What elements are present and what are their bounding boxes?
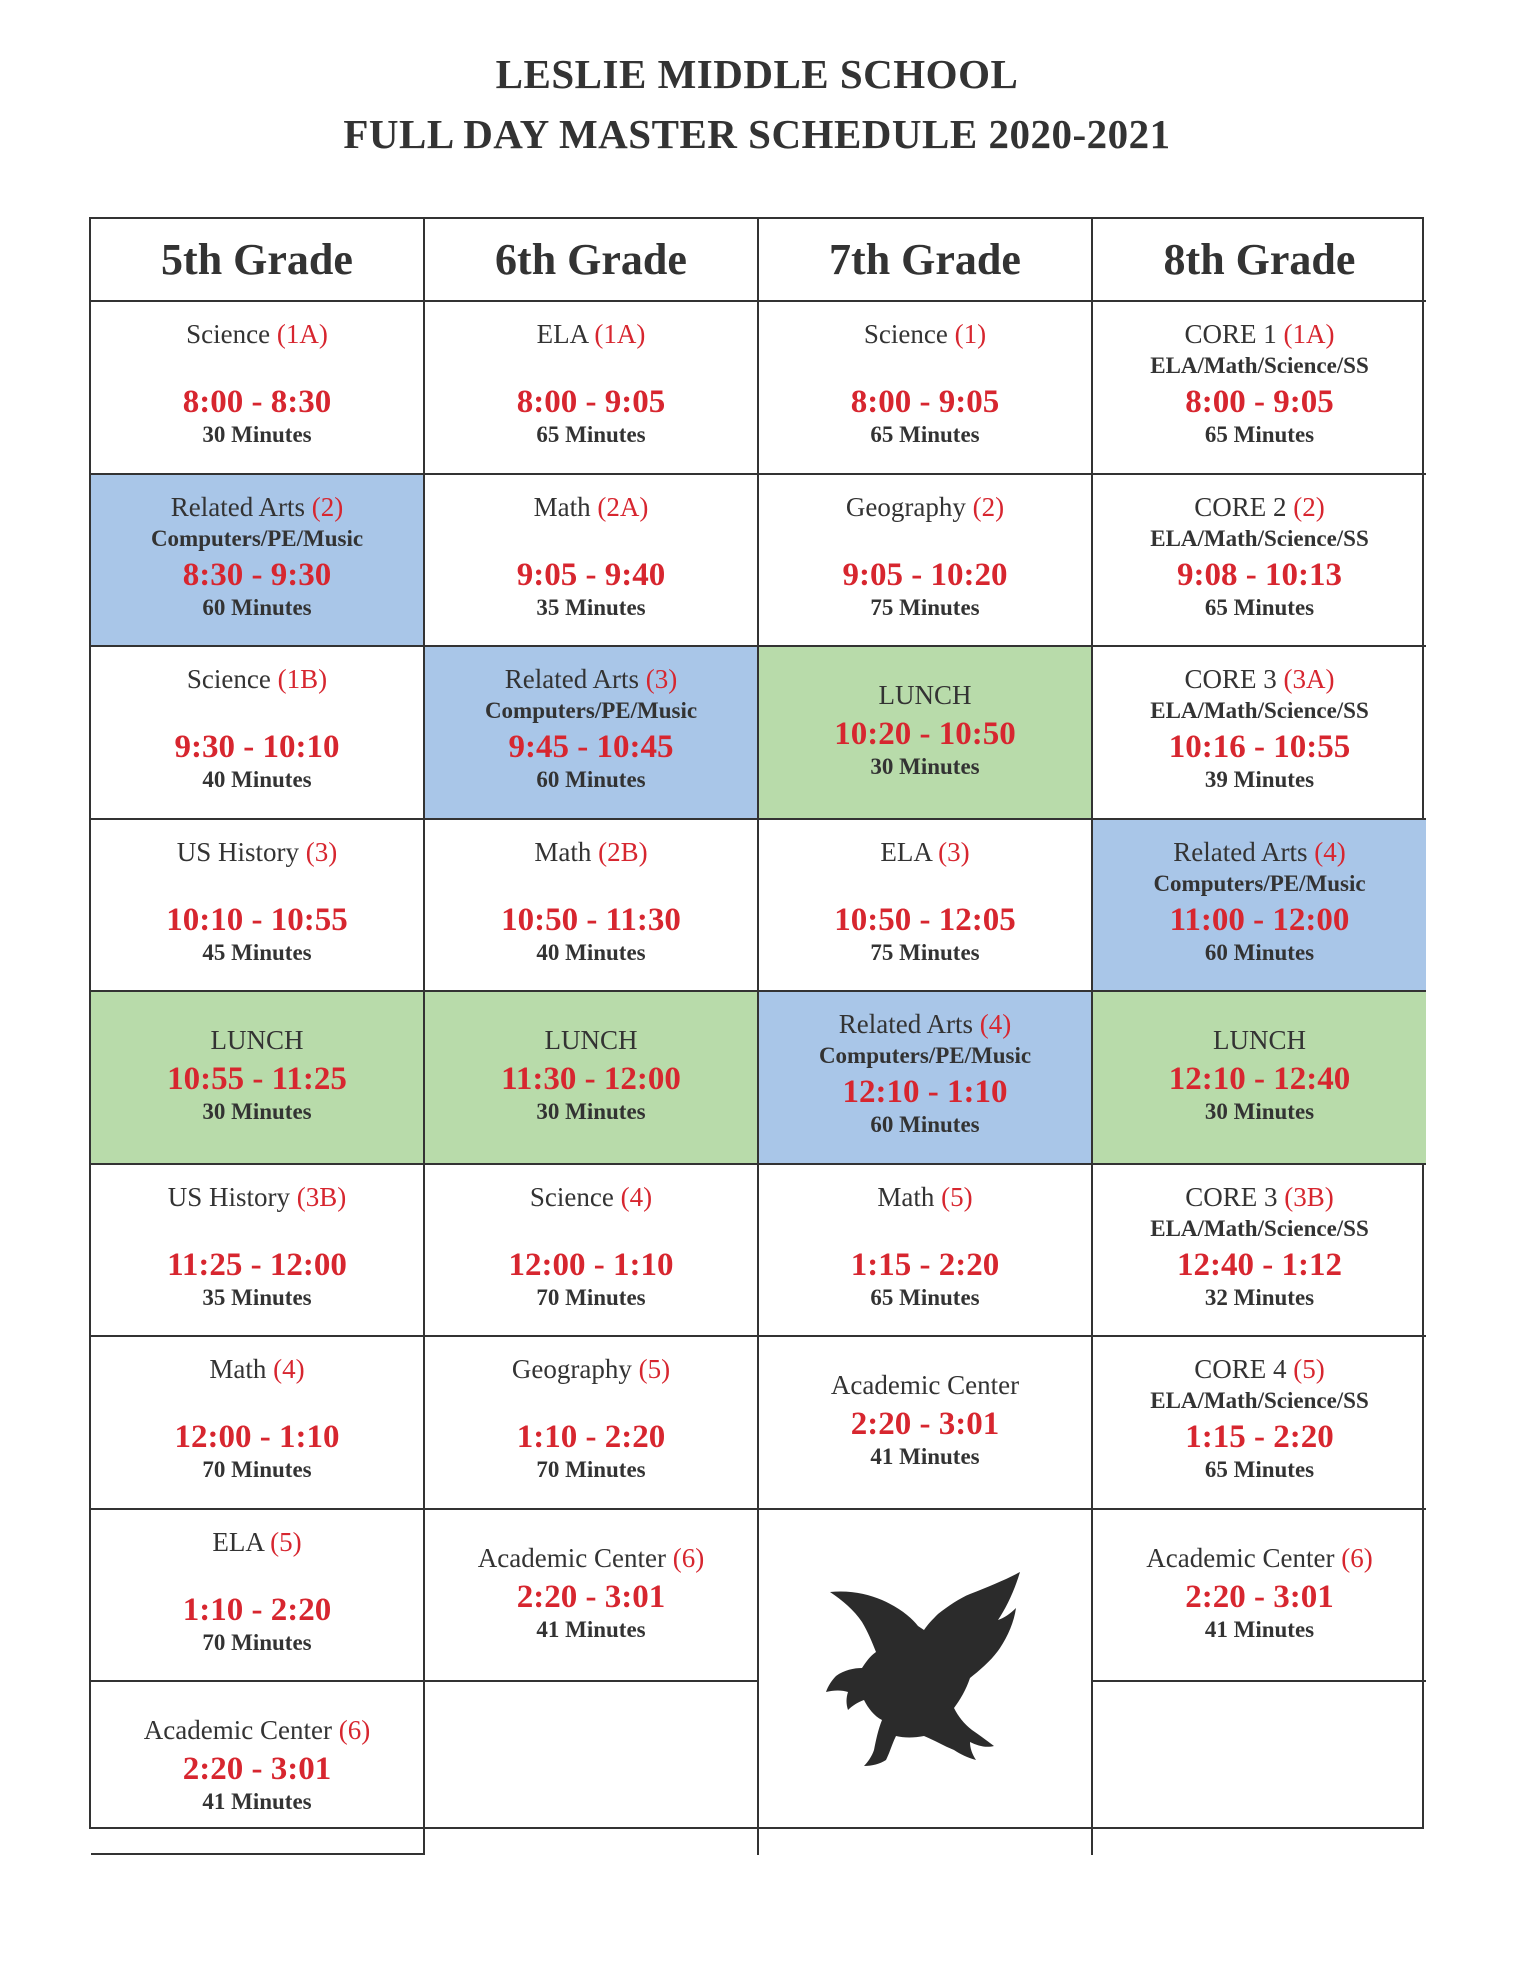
schedule-cell xyxy=(425,1510,759,1683)
subject-name: Related Arts xyxy=(838,1009,973,1039)
time-range: 11:30 - 12:00 xyxy=(501,1061,681,1097)
subject-name: CORE 1 xyxy=(1184,319,1277,349)
duration: 40 Minutes xyxy=(536,939,646,965)
time-range: 11:25 - 12:00 xyxy=(167,1246,347,1283)
duration: 60 Minutes xyxy=(1204,939,1315,965)
subject-detail: Computers/PE/Music xyxy=(1153,870,1366,896)
period-code: (1A) xyxy=(1283,319,1335,349)
schedule-cell xyxy=(91,302,425,475)
time-range: 9:08 - 10:13 xyxy=(1177,556,1342,593)
subject-name: CORE 4 xyxy=(1194,1354,1287,1384)
subject-label xyxy=(91,318,423,350)
period-code: (2B) xyxy=(598,836,648,867)
time-range: 1:10 - 2:20 xyxy=(182,1591,332,1628)
schedule-cell xyxy=(1093,1510,1426,1683)
duration: 30 Minutes xyxy=(536,1099,646,1124)
subject-label xyxy=(91,836,423,868)
duration: 65 Minutes xyxy=(536,422,646,447)
subject-name: Related Arts xyxy=(170,491,305,522)
subject-label xyxy=(425,318,757,350)
subject-label xyxy=(1093,491,1426,523)
duration: 60 Minutes xyxy=(202,594,312,620)
schedule-cell xyxy=(1093,1165,1426,1338)
time-range: 2:20 - 3:01 xyxy=(516,1578,666,1615)
duration: 70 Minutes xyxy=(202,1457,312,1482)
duration: 65 Minutes xyxy=(870,422,980,447)
time-range: 12:10 - 12:40 xyxy=(1168,1061,1351,1097)
period-code: (3) xyxy=(938,836,970,867)
subject-label xyxy=(1093,1542,1426,1574)
schedule-cell xyxy=(425,475,759,648)
subject-name: Geography xyxy=(845,491,966,522)
subject-name: LUNCH xyxy=(544,1025,638,1055)
duration: 35 Minutes xyxy=(536,594,646,620)
period-code: (5) xyxy=(1293,1354,1325,1384)
period-code: (2) xyxy=(1293,491,1325,522)
subject-detail: ELA/Math/Science/SS xyxy=(1150,525,1369,551)
schedule-cell xyxy=(425,820,759,993)
period-code: (3B) xyxy=(1284,1181,1334,1212)
subject-label xyxy=(425,1181,757,1213)
subject-name: ELA xyxy=(880,836,932,867)
schedule-cell xyxy=(759,302,1093,475)
period-code: (2) xyxy=(311,491,344,522)
duration: 39 Minutes xyxy=(1204,767,1315,792)
duration: 30 Minutes xyxy=(870,754,980,779)
duration: 70 Minutes xyxy=(536,1457,646,1482)
subject-label xyxy=(91,663,423,695)
schedule-cell xyxy=(1093,820,1426,993)
period-code: (5) xyxy=(270,1526,302,1557)
schedule-cell xyxy=(91,992,425,1165)
schedule-cell xyxy=(1093,1337,1426,1510)
subject-name: LUNCH xyxy=(210,1025,304,1055)
subject-name: Academic Center xyxy=(143,1715,332,1745)
schedule-cell xyxy=(1093,302,1426,475)
subject-detail: ELA/Math/Science/SS xyxy=(1150,1215,1369,1241)
period-code: (6) xyxy=(338,1715,371,1745)
schedule-cell xyxy=(91,647,425,820)
schedule-cell xyxy=(91,1165,425,1338)
duration: 65 Minutes xyxy=(870,1284,980,1310)
period-code: (2A) xyxy=(597,491,649,522)
time-range: 2:20 - 3:01 xyxy=(850,1406,1000,1442)
grade-header: 6th Grade xyxy=(425,219,759,302)
schedule-cell xyxy=(91,1337,425,1510)
time-range: 8:00 - 9:05 xyxy=(1185,384,1334,420)
time-range: 9:30 - 10:10 xyxy=(174,729,340,765)
subject-label xyxy=(1093,1181,1426,1213)
schedule-cell xyxy=(91,1510,425,1683)
time-range: 12:40 - 1:12 xyxy=(1177,1246,1342,1283)
subject-name: Math xyxy=(534,836,592,867)
time-range: 10:20 - 10:50 xyxy=(834,716,1016,752)
duration: 65 Minutes xyxy=(1204,422,1315,447)
subject-name: ELA xyxy=(212,1526,264,1557)
schedule-cell xyxy=(759,992,1093,1165)
subject-detail: Computers/PE/Music xyxy=(818,1043,1032,1068)
subject-label xyxy=(425,1024,757,1056)
subject-detail: ELA/Math/Science/SS xyxy=(1150,1388,1369,1413)
duration: 32 Minutes xyxy=(1204,1284,1315,1310)
duration: 60 Minutes xyxy=(870,1112,980,1137)
duration: 65 Minutes xyxy=(1204,594,1315,620)
subject-detail: Computers/PE/Music xyxy=(150,525,364,551)
subject-name: CORE 2 xyxy=(1194,491,1287,522)
subject-label xyxy=(759,679,1091,711)
subject-name: CORE 3 xyxy=(1184,664,1277,694)
schedule-cell xyxy=(425,302,759,475)
subject-label xyxy=(1093,318,1426,350)
time-range: 11:00 - 12:00 xyxy=(1169,901,1350,938)
subject-label xyxy=(91,1714,423,1746)
subject-label xyxy=(1093,1024,1426,1056)
schedule-cell xyxy=(759,820,1093,993)
time-range: 9:05 - 9:40 xyxy=(516,556,666,593)
period-code: (4) xyxy=(620,1181,653,1212)
duration: 75 Minutes xyxy=(870,939,980,965)
subject-label xyxy=(759,318,1091,350)
grade-header: 5th Grade xyxy=(91,219,425,302)
subject-name: Academic Center xyxy=(477,1542,666,1573)
subject-label xyxy=(425,836,757,868)
duration: 30 Minutes xyxy=(1204,1099,1315,1124)
empty-cell xyxy=(1093,1682,1426,1855)
duration: 45 Minutes xyxy=(202,939,312,965)
period-code: (3B) xyxy=(296,1181,347,1212)
time-range: 8:00 - 9:05 xyxy=(850,384,1000,420)
time-range: 8:00 - 9:05 xyxy=(516,384,666,420)
duration: 70 Minutes xyxy=(536,1284,646,1310)
subject-name: Science xyxy=(529,1181,614,1212)
schedule-table xyxy=(89,217,1424,1829)
schedule-cell xyxy=(1093,992,1426,1165)
subject-name: Math xyxy=(877,1181,935,1212)
subject-label xyxy=(91,1353,423,1385)
period-code: (3A) xyxy=(1283,664,1335,694)
subject-name: Science xyxy=(186,664,271,694)
subject-name: LUNCH xyxy=(878,680,972,710)
period-code: (5) xyxy=(941,1181,973,1212)
time-range: 9:05 - 10:20 xyxy=(842,556,1008,593)
subject-name: CORE 3 xyxy=(1185,1181,1278,1212)
subject-label xyxy=(1093,836,1426,868)
time-range: 12:10 - 1:10 xyxy=(842,1074,1008,1110)
time-range: 10:50 - 12:05 xyxy=(834,901,1016,938)
subject-label xyxy=(425,1353,757,1385)
subject-label xyxy=(1093,1353,1426,1385)
school-title: LESLIE MIDDLE SCHOOL xyxy=(495,51,1019,97)
period-code: (5) xyxy=(638,1354,671,1384)
schedule-cell xyxy=(759,475,1093,648)
subject-label xyxy=(759,836,1091,868)
schedule-cell xyxy=(759,647,1093,820)
time-range: 8:00 - 8:30 xyxy=(182,384,332,420)
subject-name: Science xyxy=(863,319,948,349)
period-code: (1A) xyxy=(276,319,328,349)
subject-label xyxy=(91,1181,423,1213)
period-code: (2) xyxy=(972,491,1005,522)
subject-label xyxy=(759,491,1091,523)
subject-detail: ELA/Math/Science/SS xyxy=(1150,698,1369,723)
eagle-icon xyxy=(820,1570,1025,1770)
duration: 41 Minutes xyxy=(536,1616,646,1642)
duration: 41 Minutes xyxy=(1204,1616,1315,1642)
duration: 70 Minutes xyxy=(202,1629,312,1655)
period-code: (4) xyxy=(273,1354,305,1384)
time-range: 12:00 - 1:10 xyxy=(508,1246,674,1283)
schedule-cell xyxy=(91,820,425,993)
time-range: 2:20 - 3:01 xyxy=(1185,1578,1334,1615)
duration: 30 Minutes xyxy=(202,422,312,447)
schedule-cell xyxy=(425,647,759,820)
time-range: 1:15 - 2:20 xyxy=(850,1246,1000,1283)
period-code: (6) xyxy=(672,1542,705,1573)
empty-cell xyxy=(425,1682,759,1855)
grade-header: 8th Grade xyxy=(1093,219,1426,302)
schedule-cell xyxy=(759,1337,1093,1510)
subject-label xyxy=(425,491,757,523)
time-range: 10:10 - 10:55 xyxy=(166,901,348,938)
subject-label xyxy=(425,1542,757,1574)
subject-label xyxy=(91,1024,423,1056)
period-code: (1B) xyxy=(277,664,328,694)
period-code: (1) xyxy=(954,319,987,349)
schedule-cell xyxy=(759,1165,1093,1338)
subject-label xyxy=(91,1526,423,1558)
subject-name: Science xyxy=(186,319,271,349)
time-range: 9:45 - 10:45 xyxy=(508,729,674,765)
duration: 65 Minutes xyxy=(1204,1457,1315,1482)
time-range: 8:30 - 9:30 xyxy=(182,556,332,593)
subject-name: LUNCH xyxy=(1213,1025,1306,1055)
subject-name: Related Arts xyxy=(504,664,639,694)
period-code: (4) xyxy=(979,1009,1012,1039)
subject-label xyxy=(1093,663,1426,695)
time-range: 10:16 - 10:55 xyxy=(1168,729,1351,765)
subject-name: Geography xyxy=(511,1354,632,1384)
subject-name: Related Arts xyxy=(1173,836,1308,867)
subject-label xyxy=(759,1369,1091,1401)
period-code: (6) xyxy=(1341,1542,1373,1573)
subject-detail: ELA/Math/Science/SS xyxy=(1150,353,1369,378)
duration: 40 Minutes xyxy=(202,767,312,792)
schedule-cell xyxy=(1093,647,1426,820)
schedule-cell xyxy=(425,1337,759,1510)
subject-detail: Computers/PE/Music xyxy=(484,698,698,723)
subject-name: Academic Center xyxy=(830,1370,1020,1400)
schedule-cell xyxy=(425,992,759,1165)
time-range: 1:10 - 2:20 xyxy=(516,1419,666,1455)
schedule-cell xyxy=(1093,475,1426,648)
duration: 41 Minutes xyxy=(202,1789,312,1814)
subject-label xyxy=(759,1181,1091,1213)
period-code: (4) xyxy=(1314,836,1346,867)
period-code: (3) xyxy=(305,836,338,867)
time-range: 12:00 - 1:10 xyxy=(174,1419,340,1455)
time-range: 2:20 - 3:01 xyxy=(182,1751,332,1787)
time-range: 10:55 - 11:25 xyxy=(167,1061,347,1097)
schedule-cell xyxy=(425,1165,759,1338)
duration: 35 Minutes xyxy=(202,1284,312,1310)
duration: 30 Minutes xyxy=(202,1099,312,1124)
duration: 75 Minutes xyxy=(870,594,980,620)
time-range: 1:15 - 2:20 xyxy=(1185,1419,1334,1455)
period-code: (3) xyxy=(645,664,678,694)
duration: 41 Minutes xyxy=(870,1444,980,1469)
subject-name: US History xyxy=(176,836,300,867)
time-range: 10:50 - 11:30 xyxy=(501,901,681,938)
subject-label xyxy=(91,491,423,523)
grade-header: 7th Grade xyxy=(759,219,1093,302)
schedule-cell xyxy=(91,475,425,648)
schedule-cell xyxy=(91,1682,425,1855)
duration: 60 Minutes xyxy=(536,767,646,792)
subject-name: ELA xyxy=(536,319,588,349)
subject-name: Academic Center xyxy=(1146,1542,1335,1573)
subject-label xyxy=(425,663,757,695)
schedule-title: FULL DAY MASTER SCHEDULE 2020-2021 xyxy=(343,111,1171,157)
subject-name: Math xyxy=(209,1354,267,1384)
period-code: (1A) xyxy=(594,319,646,349)
subject-label xyxy=(759,1008,1091,1040)
subject-name: Math xyxy=(533,491,591,522)
subject-name: US History xyxy=(167,1181,290,1212)
